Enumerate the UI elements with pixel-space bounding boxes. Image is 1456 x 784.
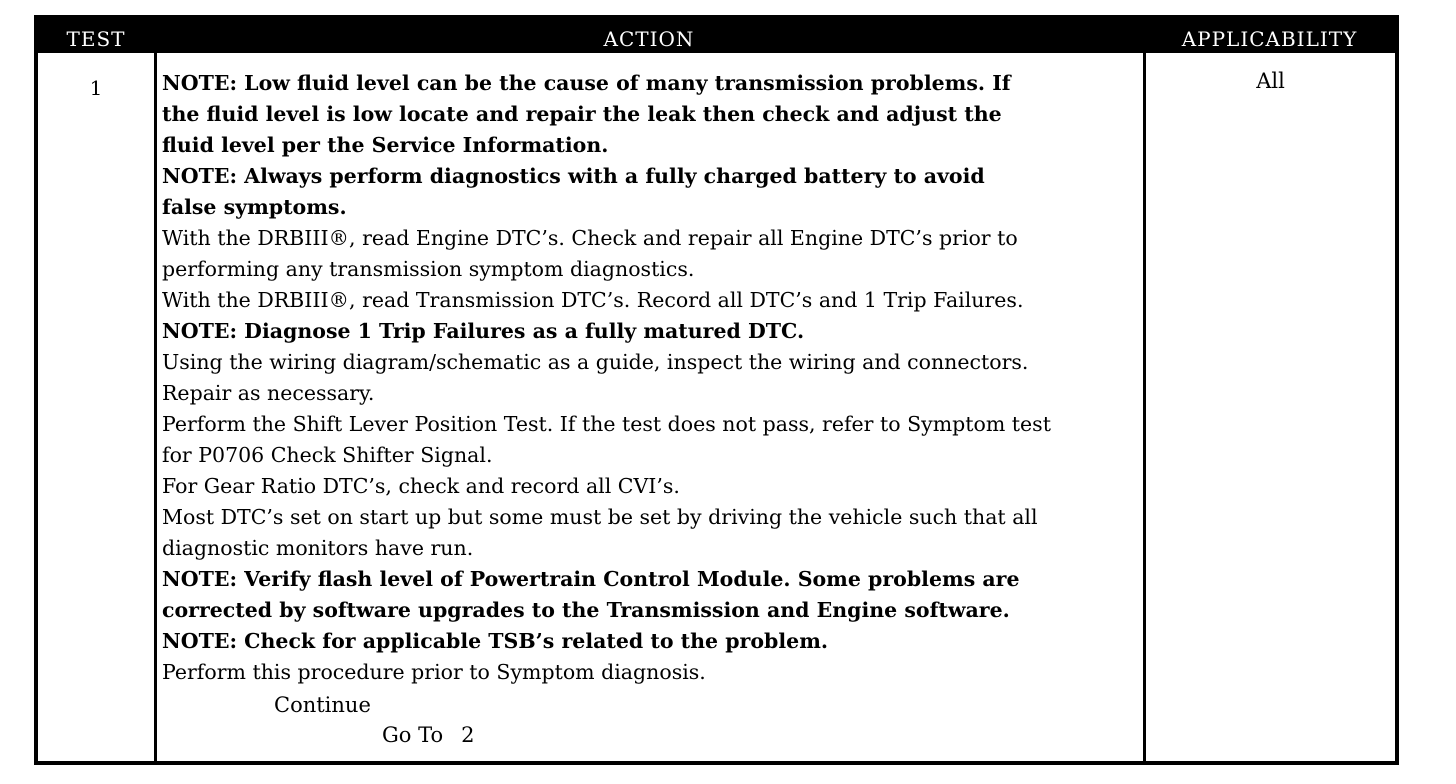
action-step-line: Most DTC’s set on start up but some must be set by driving the vehicle such that all [162, 505, 1038, 529]
header-applicability: APPLICABILITY [1181, 27, 1358, 51]
action-step-line: performing any transmission symptom diagnostics. [162, 257, 695, 281]
action-step-line: Perform the Shift Lever Position Test. If the test does not pass, refer to Symptom test [162, 412, 1051, 436]
diagnostic-test-table [34, 15, 1399, 765]
action-step-line: For Gear Ratio DTC’s, check and record all CVI’s. [162, 474, 680, 498]
action-step-line: Using the wiring diagram/schematic as a guide, inspect the wiring and connectors. [162, 350, 1029, 374]
action-note-line: NOTE: Check for applicable TSB’s related to the problem. [162, 629, 829, 653]
goto-target[interactable]: 2 [461, 723, 475, 747]
action-note-line: false symptoms. [162, 195, 347, 219]
action-note-line: NOTE: Verify flash level of Powertrain Control Module. Some problems are [162, 567, 1020, 591]
header-action: ACTION [603, 27, 695, 51]
goto-label: Go To [382, 723, 444, 747]
action-note-line: corrected by software upgrades to the Transmission and Engine software. [162, 598, 1010, 622]
action-note-line: NOTE: Low fluid level can be the cause of many transmission problems. If [162, 71, 1011, 95]
action-step-line: for P0706 Check Shifter Signal. [162, 443, 493, 467]
goto-instruction[interactable] [382, 720, 475, 750]
test-number: 1 [89, 76, 103, 100]
column-divider-action-applicability [1143, 53, 1146, 761]
action-note-line: NOTE: Always perform diagnostics with a fully charged battery to avoid [162, 164, 985, 188]
action-step-line: Perform this procedure prior to Symptom diagnosis. [162, 660, 706, 684]
action-note-line: fluid level per the Service Information. [162, 133, 609, 157]
action-step-line: Repair as necessary. [162, 381, 375, 405]
applicability-value: All [1256, 69, 1285, 93]
action-text-block [162, 68, 1140, 688]
action-note-line: NOTE: Diagnose 1 Trip Failures as a fully matured DTC. [162, 319, 805, 343]
table-header-row [38, 19, 1395, 53]
action-step-line: With the DRBIII®, read Engine DTC’s. Check and repair all Engine DTC’s prior to [162, 226, 1018, 250]
action-step-line: With the DRBIII®, read Transmission DTC’s. Record all DTC’s and 1 Trip Failures. [162, 288, 1024, 312]
action-step-line: diagnostic monitors have run. [162, 536, 474, 560]
column-divider-test-action [154, 53, 157, 761]
action-note-line: the fluid level is low locate and repair the leak then check and adjust the [162, 102, 1002, 126]
continue-label: Continue [274, 693, 371, 717]
header-test: TEST [66, 27, 126, 51]
